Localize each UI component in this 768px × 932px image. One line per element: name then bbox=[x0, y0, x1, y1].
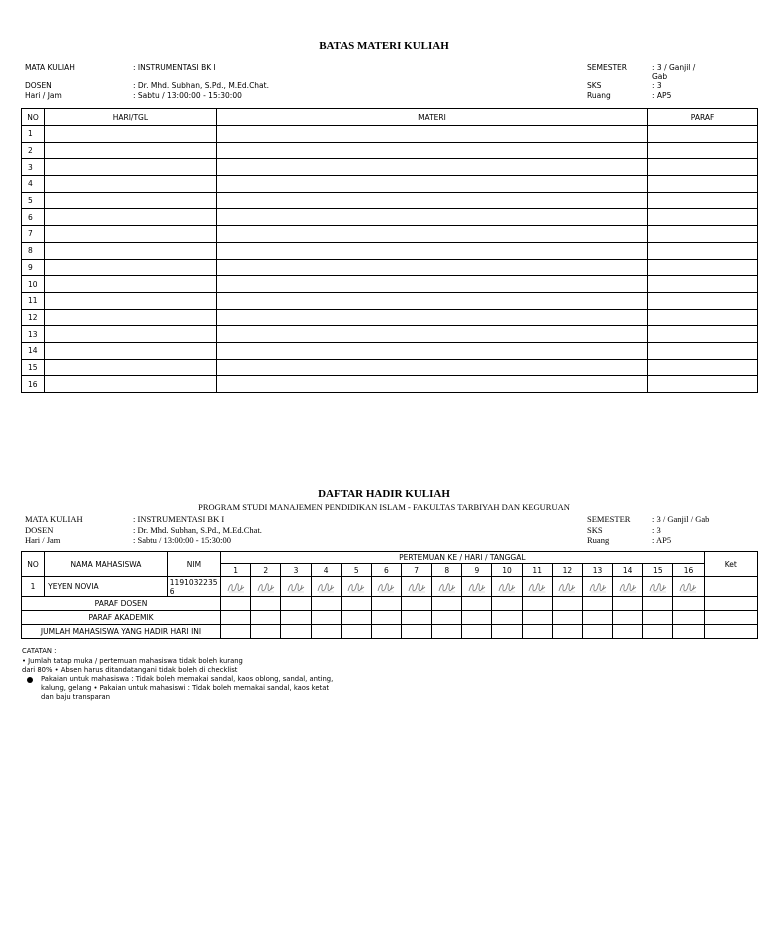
student-nim-line-1: 1191032235 bbox=[169, 577, 218, 587]
header-pertemuan-number: 14 bbox=[613, 564, 643, 577]
summary-cell[interactable] bbox=[402, 611, 432, 625]
summary-cell[interactable] bbox=[552, 625, 582, 639]
row-materi-cell[interactable] bbox=[216, 242, 647, 259]
summary-cell[interactable] bbox=[492, 611, 522, 625]
row-number: 15 bbox=[22, 359, 45, 376]
row-number: 16 bbox=[22, 376, 45, 393]
daftar-semester-label: SEMESTER bbox=[587, 514, 631, 524]
summary-cell[interactable] bbox=[522, 611, 552, 625]
note-2-text: Absen harus ditandatangani tidak boleh di checklist bbox=[60, 666, 238, 674]
daftar-hari-value: : Sabtu / 13:00:00 - 15:30:00 bbox=[133, 535, 231, 545]
row-number: 11 bbox=[22, 292, 45, 309]
attendance-cell[interactable] bbox=[432, 577, 462, 597]
header-row-1 bbox=[22, 552, 758, 564]
header-no: NO bbox=[22, 552, 45, 577]
summary-cell[interactable] bbox=[522, 597, 552, 611]
attendance-cell[interactable] bbox=[251, 577, 281, 597]
row-paraf-cell[interactable] bbox=[648, 342, 758, 359]
table-row bbox=[22, 126, 758, 143]
summary-cell[interactable] bbox=[613, 625, 643, 639]
signature-icon bbox=[346, 580, 366, 594]
table-row bbox=[22, 276, 758, 293]
row-number: 7 bbox=[22, 226, 45, 243]
header-pertemuan-number: 13 bbox=[582, 564, 612, 577]
summary-cell[interactable] bbox=[613, 597, 643, 611]
batas-hari-label: Hari / Jam bbox=[25, 91, 62, 100]
row-paraf-cell[interactable] bbox=[648, 226, 758, 243]
header-pertemuan-number: 3 bbox=[281, 564, 311, 577]
row-materi-cell[interactable] bbox=[216, 309, 647, 326]
attendance-cell[interactable] bbox=[522, 577, 552, 597]
jumlah-hadir-label: JUMLAH MAHASISWA YANG HADIR HARI INI bbox=[22, 625, 221, 639]
attendance-cell[interactable] bbox=[311, 577, 341, 597]
paraf-akademik-row bbox=[22, 611, 758, 625]
table-row bbox=[22, 326, 758, 343]
signature-icon bbox=[286, 580, 306, 594]
row-materi-cell[interactable] bbox=[216, 376, 647, 393]
summary-cell[interactable] bbox=[402, 597, 432, 611]
student-nim bbox=[167, 577, 220, 597]
ket-cell[interactable] bbox=[704, 577, 757, 597]
catatan-label: CATATAN : bbox=[22, 647, 57, 655]
row-number: 8 bbox=[22, 242, 45, 259]
header-pertemuan-number: 9 bbox=[462, 564, 492, 577]
attendance-cell[interactable] bbox=[582, 577, 612, 597]
summary-cell[interactable] bbox=[371, 597, 401, 611]
paraf-akademik-label: PARAF AKADEMIK bbox=[22, 611, 221, 625]
row-number: 6 bbox=[22, 209, 45, 226]
row-paraf-cell[interactable] bbox=[648, 276, 758, 293]
paraf-dosen-row bbox=[22, 597, 758, 611]
row-paraf-cell[interactable] bbox=[648, 209, 758, 226]
summary-cell[interactable] bbox=[582, 597, 612, 611]
signature-icon bbox=[407, 580, 427, 594]
daftar-mata-kuliah-label: MATA KULIAH bbox=[25, 514, 83, 524]
summary-cell[interactable] bbox=[251, 625, 281, 639]
table-row bbox=[22, 292, 758, 309]
signature-icon bbox=[316, 580, 336, 594]
signature-icon bbox=[256, 580, 276, 594]
attendance-cell[interactable] bbox=[371, 577, 401, 597]
row-hari-tgl-cell[interactable] bbox=[44, 242, 216, 259]
header-hari-tgl: HARI/TGL bbox=[44, 109, 216, 126]
header-pertemuan-number: 6 bbox=[371, 564, 401, 577]
student-no: 1 bbox=[22, 577, 45, 597]
row-paraf-cell[interactable] bbox=[648, 259, 758, 276]
note-3-text-cont: kalung, gelang bbox=[41, 684, 92, 692]
note-1-2: dari 80% • Absen harus ditandatangani tidak boleh di checklist bbox=[22, 666, 238, 674]
row-materi-cell[interactable] bbox=[216, 342, 647, 359]
signature-icon bbox=[648, 580, 668, 594]
signature-icon bbox=[467, 580, 487, 594]
header-ket: Ket bbox=[704, 552, 757, 577]
summary-cell[interactable] bbox=[341, 611, 371, 625]
row-hari-tgl-cell[interactable] bbox=[44, 226, 216, 243]
header-pertemuan-number: 11 bbox=[522, 564, 552, 577]
header-pertemuan-number: 16 bbox=[673, 564, 704, 577]
row-hari-tgl-cell[interactable] bbox=[44, 326, 216, 343]
header-nim: NIM bbox=[167, 552, 220, 577]
signature-icon bbox=[557, 580, 577, 594]
signature-icon bbox=[437, 580, 457, 594]
batas-hari-value: : Sabtu / 13:00:00 - 15:30:00 bbox=[133, 91, 242, 100]
row-paraf-cell[interactable] bbox=[648, 242, 758, 259]
summary-cell[interactable] bbox=[341, 625, 371, 639]
summary-cell[interactable] bbox=[432, 611, 462, 625]
row-hari-tgl-cell[interactable] bbox=[44, 259, 216, 276]
header-pertemuan-number: 15 bbox=[643, 564, 673, 577]
summary-cell[interactable] bbox=[673, 597, 704, 611]
row-hari-tgl-cell[interactable] bbox=[44, 376, 216, 393]
table-row bbox=[22, 209, 758, 226]
summary-cell[interactable] bbox=[371, 611, 401, 625]
row-materi-cell[interactable] bbox=[216, 326, 647, 343]
note-4-text-cont: dan baju transparan bbox=[41, 693, 111, 701]
attendance-cell[interactable] bbox=[673, 577, 704, 597]
note-4-text: Pakaian untuk mahasiswi : Tidak boleh memakai sandal, kaos ketat bbox=[99, 684, 330, 692]
batas-sks-label: SKS bbox=[587, 81, 602, 90]
summary-cell[interactable] bbox=[311, 611, 341, 625]
daftar-hari-label: Hari / Jam bbox=[25, 535, 61, 545]
row-materi-cell[interactable] bbox=[216, 292, 647, 309]
summary-cell[interactable] bbox=[311, 625, 341, 639]
paraf-dosen-label: PARAF DOSEN bbox=[22, 597, 221, 611]
signature-icon bbox=[226, 580, 246, 594]
batas-ruang-label: Ruang bbox=[587, 91, 611, 100]
attendance-cell[interactable] bbox=[341, 577, 371, 597]
attendance-cell[interactable] bbox=[221, 577, 251, 597]
table-header-row bbox=[22, 109, 758, 126]
signature-icon bbox=[588, 580, 608, 594]
header-paraf: PARAF bbox=[648, 109, 758, 126]
table-row bbox=[22, 142, 758, 159]
summary-ket-cell[interactable] bbox=[704, 611, 757, 625]
signature-icon bbox=[678, 580, 698, 594]
table-row bbox=[22, 342, 758, 359]
student-nim-line-2: 6 bbox=[169, 586, 175, 596]
row-hari-tgl-cell[interactable] bbox=[44, 159, 216, 176]
daftar-dosen-label: DOSEN bbox=[25, 525, 54, 535]
attendance-cell[interactable] bbox=[281, 577, 311, 597]
summary-cell[interactable] bbox=[251, 611, 281, 625]
row-hari-tgl-cell[interactable] bbox=[44, 142, 216, 159]
summary-cell[interactable] bbox=[613, 611, 643, 625]
summary-cell[interactable] bbox=[643, 597, 673, 611]
header-pertemuan-number: 5 bbox=[341, 564, 371, 577]
row-paraf-cell[interactable] bbox=[648, 376, 758, 393]
daftar-subtitle: PROGRAM STUDI MANAJEMEN PENDIDIKAN ISLAM - FAKULTAS TARBIYAH DAN KEGURUAN bbox=[198, 502, 570, 512]
table-row bbox=[22, 577, 758, 597]
note-3-text: Pakaian untuk mahasiswa : Tidak boleh memakai sandal, kaos oblong, sandal, anting, bbox=[41, 675, 334, 683]
row-number: 2 bbox=[22, 142, 45, 159]
row-number: 1 bbox=[22, 126, 45, 143]
row-hari-tgl-cell[interactable] bbox=[44, 359, 216, 376]
header-pertemuan-number: 4 bbox=[311, 564, 341, 577]
daftar-sks-label: SKS bbox=[587, 525, 603, 535]
summary-cell[interactable] bbox=[492, 625, 522, 639]
summary-cell[interactable] bbox=[462, 625, 492, 639]
row-paraf-cell[interactable] bbox=[648, 192, 758, 209]
batas-ruang-value: : AP5 bbox=[652, 91, 672, 100]
signature-icon bbox=[497, 580, 517, 594]
summary-ket-cell[interactable] bbox=[704, 597, 757, 611]
header-pertemuan-number: 12 bbox=[552, 564, 582, 577]
summary-cell[interactable] bbox=[221, 611, 251, 625]
row-materi-cell[interactable] bbox=[216, 359, 647, 376]
attendance-cell[interactable] bbox=[402, 577, 432, 597]
daftar-semester-value: : 3 / Ganjil / Gab bbox=[652, 514, 710, 524]
row-hari-tgl-cell[interactable] bbox=[44, 192, 216, 209]
summary-cell[interactable] bbox=[341, 597, 371, 611]
attendance-cell[interactable] bbox=[492, 577, 522, 597]
header-pertemuan-number: 8 bbox=[432, 564, 462, 577]
signature-icon bbox=[376, 580, 396, 594]
header-no: NO bbox=[22, 109, 45, 126]
summary-ket-cell[interactable] bbox=[704, 625, 757, 639]
bullet-icon bbox=[27, 677, 33, 683]
daftar-hadir-table bbox=[21, 551, 758, 639]
summary-cell[interactable] bbox=[402, 625, 432, 639]
summary-cell[interactable] bbox=[432, 625, 462, 639]
row-hari-tgl-cell[interactable] bbox=[44, 276, 216, 293]
row-hari-tgl-cell[interactable] bbox=[44, 176, 216, 193]
header-pertemuan-number: 10 bbox=[492, 564, 522, 577]
summary-cell[interactable] bbox=[643, 625, 673, 639]
row-paraf-cell[interactable] bbox=[648, 159, 758, 176]
row-number: 9 bbox=[22, 259, 45, 276]
summary-cell[interactable] bbox=[281, 625, 311, 639]
row-hari-tgl-cell[interactable] bbox=[44, 309, 216, 326]
table-row bbox=[22, 309, 758, 326]
summary-cell[interactable] bbox=[221, 625, 251, 639]
batas-semester-value: : 3 / Ganjil / bbox=[652, 63, 696, 72]
summary-cell[interactable] bbox=[552, 597, 582, 611]
row-number: 14 bbox=[22, 342, 45, 359]
row-paraf-cell[interactable] bbox=[648, 309, 758, 326]
summary-cell[interactable] bbox=[582, 625, 612, 639]
batas-semester-label: SEMESTER bbox=[587, 63, 628, 72]
row-number: 13 bbox=[22, 326, 45, 343]
batas-dosen-label: DOSEN bbox=[25, 81, 52, 90]
table-row bbox=[22, 242, 758, 259]
row-paraf-cell[interactable] bbox=[648, 126, 758, 143]
row-materi-cell[interactable] bbox=[216, 192, 647, 209]
batas-title: BATAS MATERI KULIAH bbox=[319, 40, 449, 52]
row-materi-cell[interactable] bbox=[216, 226, 647, 243]
daftar-title: DAFTAR HADIR KULIAH bbox=[318, 488, 450, 500]
signature-icon bbox=[618, 580, 638, 594]
summary-cell[interactable] bbox=[251, 597, 281, 611]
row-materi-cell[interactable] bbox=[216, 126, 647, 143]
note-3-4: kalung, gelang • Pakaian untuk mahasiswi : Tidak boleh memakai sandal, kaos ketat bbox=[41, 684, 330, 692]
row-materi-cell[interactable] bbox=[216, 176, 647, 193]
row-number: 10 bbox=[22, 276, 45, 293]
summary-cell[interactable] bbox=[462, 611, 492, 625]
row-hari-tgl-cell[interactable] bbox=[44, 209, 216, 226]
note-1: • Jumlah tatap muka / pertemuan mahasiswa tidak boleh kurang bbox=[22, 657, 243, 665]
row-hari-tgl-cell[interactable] bbox=[44, 126, 216, 143]
jumlah-hadir-row bbox=[22, 625, 758, 639]
daftar-mata-kuliah-value: : INSTRUMENTASI BK I bbox=[133, 514, 225, 524]
row-number: 5 bbox=[22, 192, 45, 209]
summary-cell[interactable] bbox=[281, 611, 311, 625]
row-hari-tgl-cell[interactable] bbox=[44, 292, 216, 309]
summary-cell[interactable] bbox=[492, 597, 522, 611]
note-1-text-cont: dari 80% bbox=[22, 666, 53, 674]
header-materi: MATERI bbox=[216, 109, 647, 126]
header-pertemuan-number: 2 bbox=[251, 564, 281, 577]
summary-cell[interactable] bbox=[522, 625, 552, 639]
header-pertemuan-number: 7 bbox=[402, 564, 432, 577]
table-row bbox=[22, 192, 758, 209]
daftar-ruang-value: : AP5 bbox=[652, 535, 672, 545]
header-nama-mahasiswa: NAMA MAHASISWA bbox=[45, 552, 168, 577]
summary-cell[interactable] bbox=[462, 597, 492, 611]
batas-sks-value: : 3 bbox=[652, 81, 662, 90]
row-materi-cell[interactable] bbox=[216, 276, 647, 293]
summary-cell[interactable] bbox=[673, 611, 704, 625]
summary-cell[interactable] bbox=[371, 625, 401, 639]
batas-mata-kuliah-label: MATA KULIAH bbox=[25, 63, 75, 72]
daftar-sks-value: : 3 bbox=[652, 525, 661, 535]
student-nama: YEYEN NOVIA bbox=[45, 577, 168, 597]
summary-cell[interactable] bbox=[221, 597, 251, 611]
table-row bbox=[22, 359, 758, 376]
summary-cell[interactable] bbox=[311, 597, 341, 611]
note-1-text: Jumlah tatap muka / pertemuan mahasiswa tidak boleh kurang bbox=[28, 657, 243, 665]
batas-dosen-value: : Dr. Mhd. Subhan, S.Pd., M.Ed.Chat. bbox=[133, 81, 269, 90]
row-materi-cell[interactable] bbox=[216, 142, 647, 159]
summary-cell[interactable] bbox=[281, 597, 311, 611]
row-paraf-cell[interactable] bbox=[648, 142, 758, 159]
attendance-cell[interactable] bbox=[643, 577, 673, 597]
row-number: 3 bbox=[22, 159, 45, 176]
header-pertemuan-number: 1 bbox=[221, 564, 251, 577]
table-row bbox=[22, 159, 758, 176]
attendance-cell[interactable] bbox=[613, 577, 643, 597]
batas-mata-kuliah-value: : INSTRUMENTASI BK I bbox=[133, 63, 216, 72]
catatan-list bbox=[22, 657, 352, 702]
table-row bbox=[22, 259, 758, 276]
daftar-ruang-label: Ruang bbox=[587, 535, 610, 545]
header-pertemuan: PERTEMUAN KE / HARI / TANGGAL bbox=[221, 552, 705, 564]
summary-cell[interactable] bbox=[673, 625, 704, 639]
row-number: 12 bbox=[22, 309, 45, 326]
note-4-cont bbox=[22, 693, 352, 702]
row-paraf-cell[interactable] bbox=[648, 292, 758, 309]
row-paraf-cell[interactable] bbox=[648, 326, 758, 343]
attendance-cell[interactable] bbox=[552, 577, 582, 597]
note-3 bbox=[22, 675, 352, 684]
row-materi-cell[interactable] bbox=[216, 159, 647, 176]
summary-cell[interactable] bbox=[432, 597, 462, 611]
signature-icon bbox=[527, 580, 547, 594]
batas-semester-value-cont: Gab bbox=[652, 72, 668, 81]
table-row bbox=[22, 176, 758, 193]
row-number: 4 bbox=[22, 176, 45, 193]
row-paraf-cell[interactable] bbox=[648, 359, 758, 376]
row-paraf-cell[interactable] bbox=[648, 176, 758, 193]
summary-cell[interactable] bbox=[643, 611, 673, 625]
summary-cell[interactable] bbox=[552, 611, 582, 625]
batas-materi-table bbox=[21, 108, 758, 393]
row-materi-cell[interactable] bbox=[216, 259, 647, 276]
table-row bbox=[22, 376, 758, 393]
daftar-dosen-value: : Dr. Mhd. Subhan, S.Pd., M.Ed.Chat. bbox=[133, 525, 262, 535]
summary-cell[interactable] bbox=[582, 611, 612, 625]
row-materi-cell[interactable] bbox=[216, 209, 647, 226]
row-hari-tgl-cell[interactable] bbox=[44, 342, 216, 359]
table-row bbox=[22, 226, 758, 243]
attendance-cell[interactable] bbox=[462, 577, 492, 597]
